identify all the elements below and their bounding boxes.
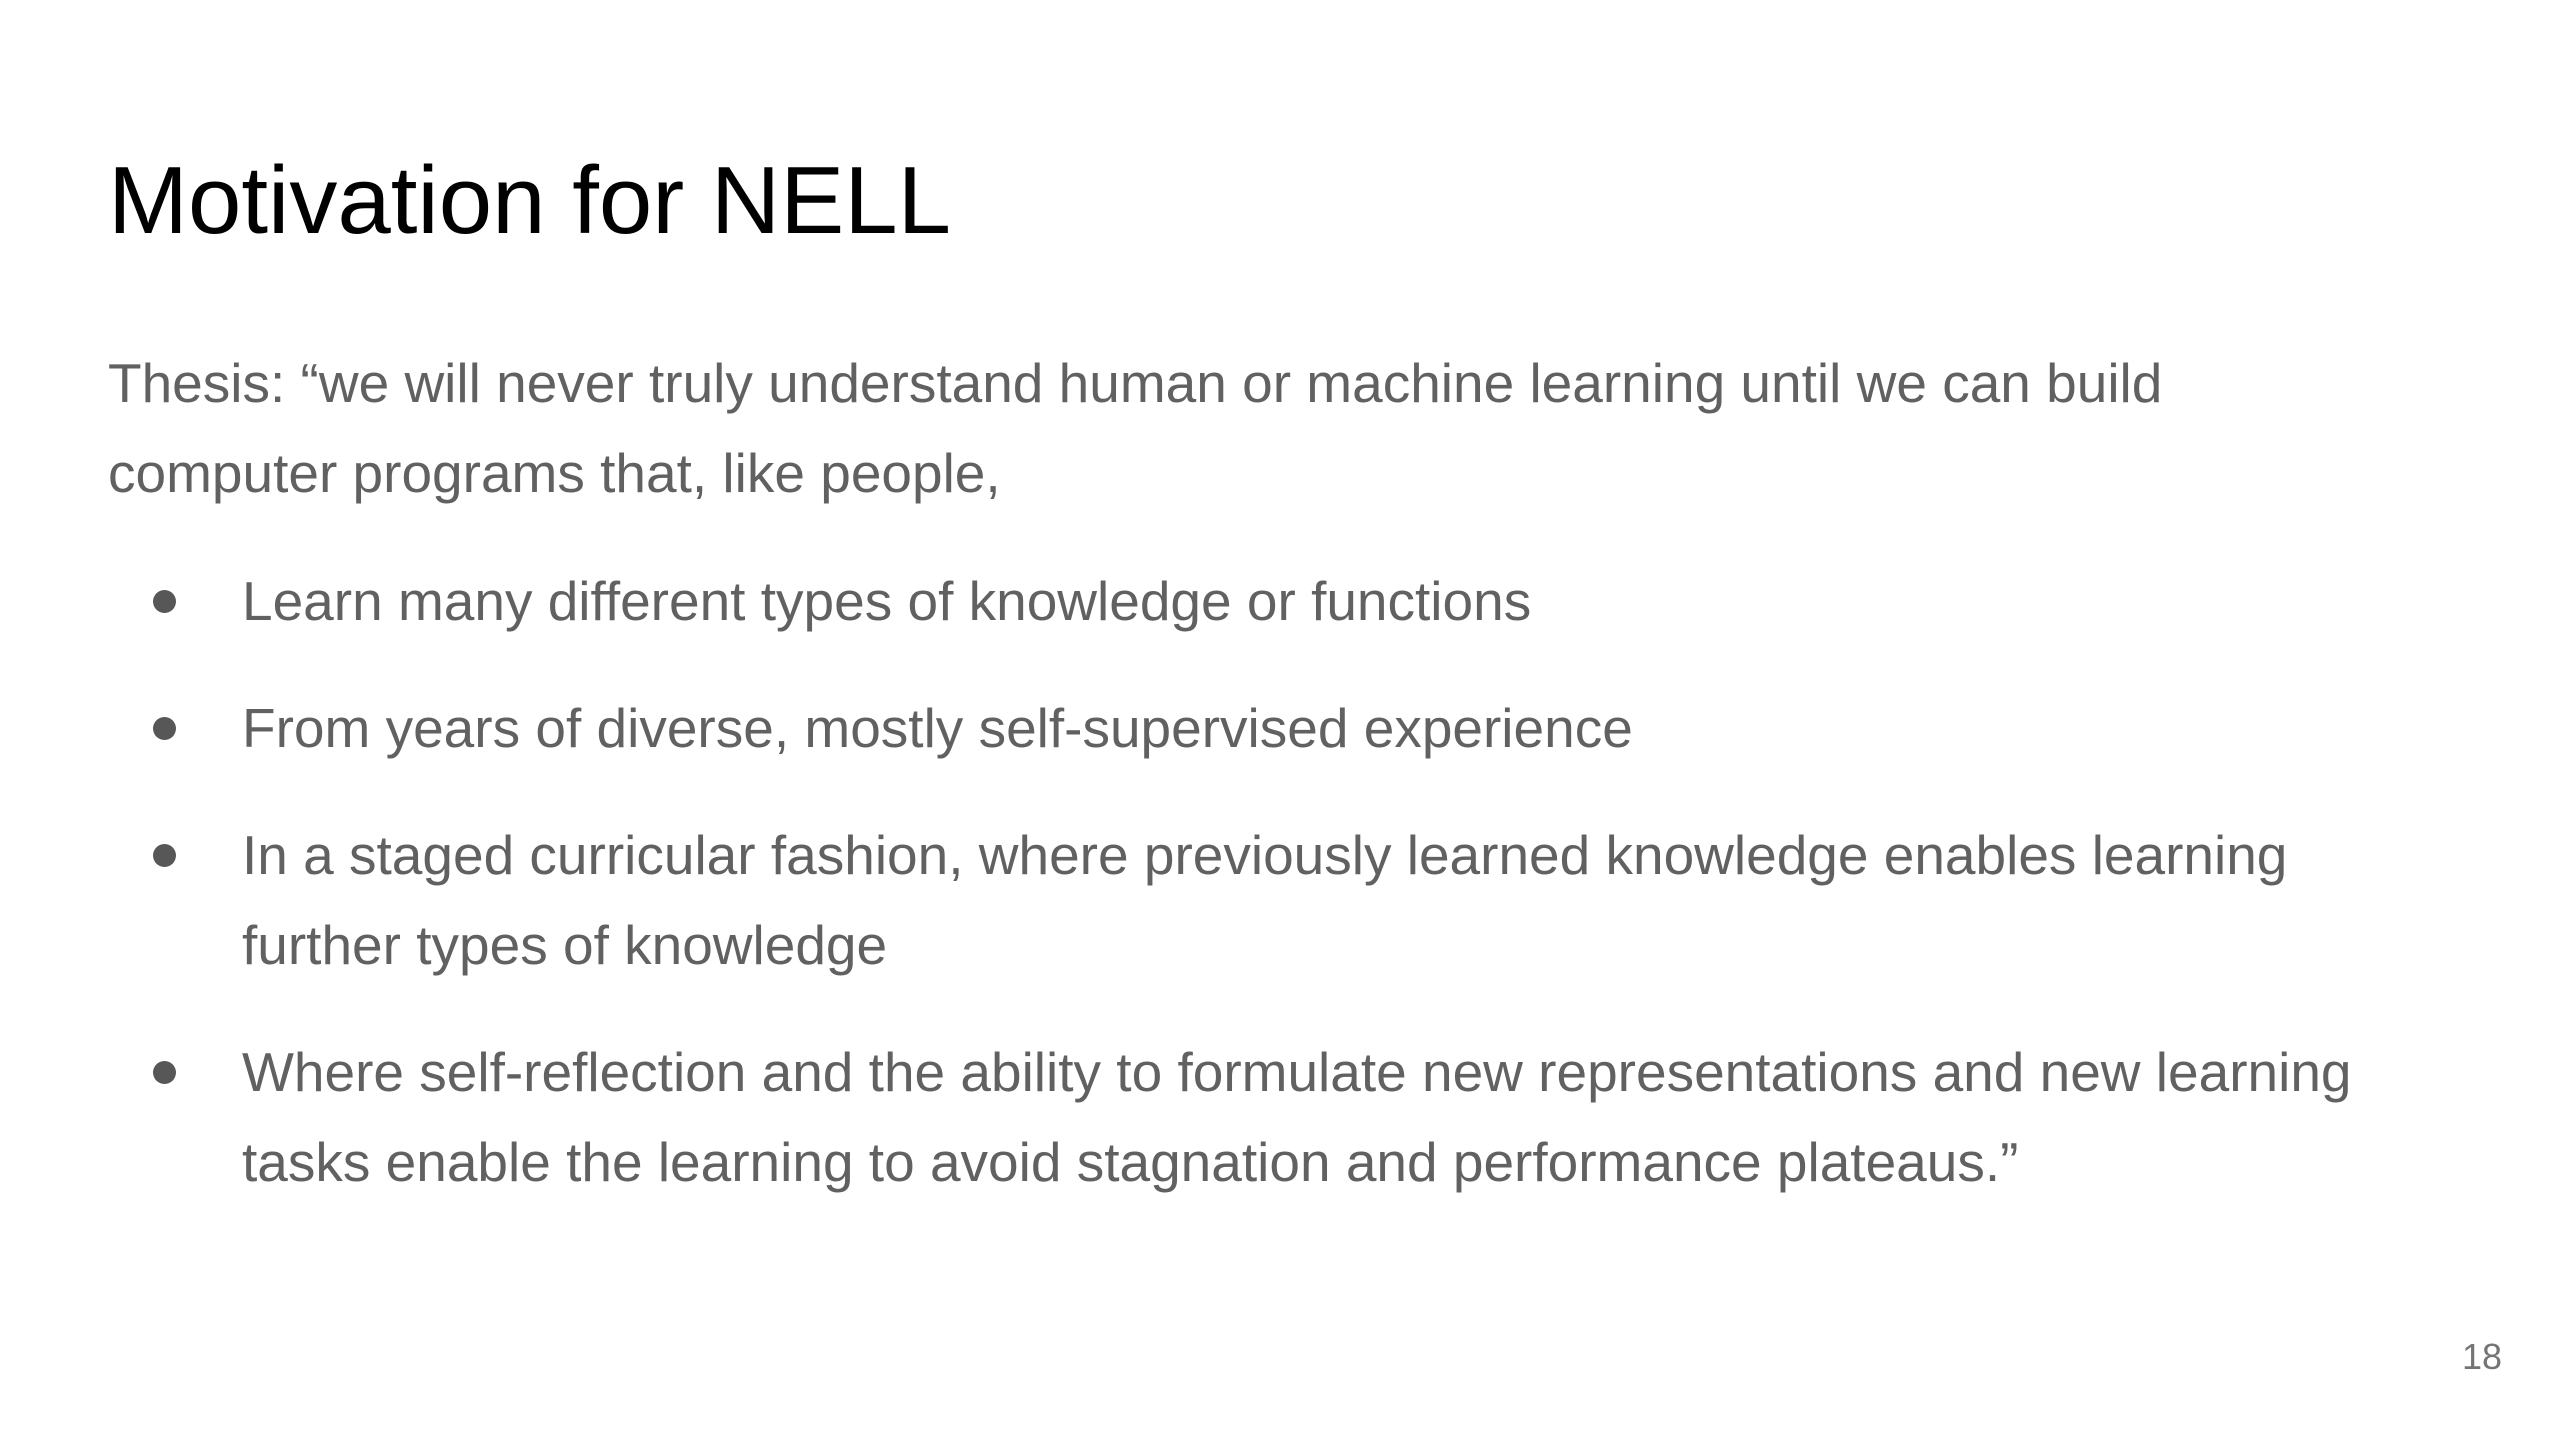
bullet-text: Where self-reflection and the ability to formulate new representations and new learning tasks enable the learning to avoid stagnation and performance plateaus.” (242, 1041, 2352, 1193)
page-number: 18 (2461, 1336, 2502, 1377)
bullet-dot-icon (153, 844, 176, 867)
bullet-item (108, 683, 2378, 773)
bullet-text: From years of diverse, mostly self-supervised experience (242, 697, 1633, 759)
thesis-paragraph: Thesis: “we will never truly understand human or machine learning until we can build computer programs that, like people, (108, 352, 2163, 504)
bullet-text: In a staged curricular fashion, where previously learned knowledge enables learning further types of knowledge (242, 824, 2288, 976)
slide-title: Motivation for NELL (108, 147, 952, 254)
bullet-dot-icon (153, 1061, 176, 1084)
bullet-list (108, 556, 2378, 1207)
bullet-dot-icon (153, 717, 176, 740)
bullet-text: Learn many different types of knowledge or functions (242, 570, 1532, 632)
bullet-dot-icon (153, 590, 176, 613)
bullet-item (108, 1027, 2378, 1207)
bullet-item (108, 556, 2378, 646)
bullet-item (108, 810, 2378, 990)
